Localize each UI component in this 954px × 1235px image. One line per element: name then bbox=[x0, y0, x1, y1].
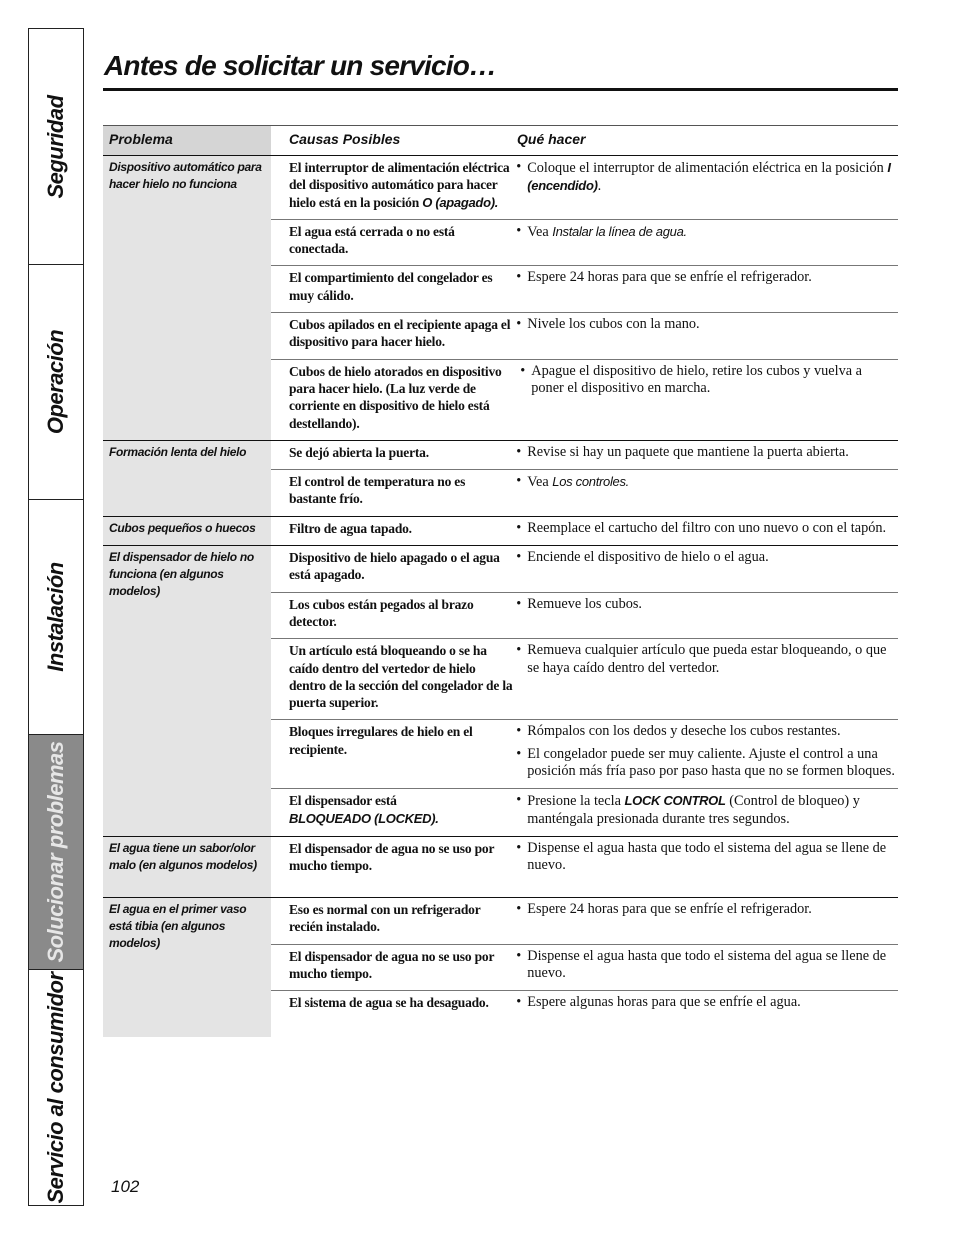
page-number: 102 bbox=[111, 1177, 140, 1196]
fix-text: Nivele los cubos con la mano. bbox=[527, 316, 700, 333]
bullet-icon: • bbox=[516, 519, 522, 536]
fix-emphasis: Instalar la línea de agua. bbox=[552, 223, 687, 239]
fix-cell bbox=[518, 360, 898, 440]
fix-text: Dispense el agua hasta que todo el sistema del agua se llene de nuevo. bbox=[527, 947, 887, 981]
problem-label: El agua en el primer vaso está tibia (en algunos modelos) bbox=[103, 898, 271, 1037]
cause-cell bbox=[271, 156, 514, 219]
tab-label: Seguridad bbox=[43, 94, 68, 199]
header-problem: Problema bbox=[109, 131, 173, 147]
table-row bbox=[271, 898, 898, 945]
bullet-icon: • bbox=[516, 839, 522, 856]
fix-cell bbox=[514, 720, 898, 788]
fix-text: Espere algunas horas para que se enfríe el agua. bbox=[527, 994, 801, 1011]
fix-text: Reemplace el cartucho del filtro con uno nuevo o con el tapón. bbox=[527, 519, 887, 536]
fix-cell bbox=[514, 639, 898, 719]
cause-emphasis: O (apagado). bbox=[422, 194, 499, 210]
bullet-icon: • bbox=[516, 316, 522, 333]
problem-group bbox=[103, 441, 898, 517]
tab-label: Operación bbox=[43, 329, 68, 435]
fix-text: Remueve los cubos. bbox=[527, 595, 643, 612]
fix-text: Vea bbox=[527, 223, 549, 240]
table-row bbox=[271, 945, 898, 992]
cause-emphasis: BLOQUEADO (LOCKED). bbox=[289, 810, 439, 826]
fix-text: Espere 24 horas para que se enfríe el refrigerador. bbox=[527, 900, 812, 917]
cause-cell: El agua está cerrada o no está conectada. bbox=[289, 223, 455, 257]
table-row bbox=[271, 156, 898, 220]
troubleshooting-table bbox=[103, 125, 898, 1037]
table-row bbox=[271, 441, 898, 470]
fix-cell bbox=[514, 220, 898, 266]
table-row bbox=[271, 720, 898, 789]
tab-seguridad[interactable] bbox=[29, 29, 83, 265]
fix-emphasis: LOCK CONTROL bbox=[624, 793, 726, 809]
cause-cell: El sistema de agua se ha desaguado. bbox=[289, 995, 489, 1011]
problem-label: Cubos pequeños o huecos bbox=[103, 517, 271, 545]
bullet-icon: • bbox=[516, 222, 522, 239]
fix-text: Coloque el interruptor de alimentación eléctrica en la posición bbox=[527, 160, 884, 176]
problem-label: El agua tiene un sabor/olor malo (en algunos modelos) bbox=[103, 837, 271, 897]
tab-label: Solucionar problemas bbox=[43, 741, 68, 963]
fix-text: Remueva cualquier artículo que pueda estar bloqueando, o que se haya caído dentro del vertedor. bbox=[527, 642, 887, 676]
fix-text: El congelador puede ser muy caliente. Ajuste el control a una posición más fría paso por paso hasta que no se formen bloques. bbox=[527, 745, 895, 780]
fix-cell bbox=[514, 991, 898, 1037]
cause-cell: El dispensador de agua no se uso por mucho tiempo. bbox=[289, 840, 494, 874]
table-row bbox=[271, 837, 898, 897]
tab-label: Instalación bbox=[43, 562, 68, 672]
fix-cell bbox=[514, 517, 898, 545]
cause-cell: Un artículo está bloqueando o se ha caído dentro del vertedor de hielo dentro de la sección del congelador de la puerta superior. bbox=[289, 643, 513, 711]
cause-cell: Dispositivo de hielo apagado o el agua está apagado. bbox=[289, 550, 500, 583]
table-row bbox=[271, 266, 898, 313]
tab-label: Servicio al consumidor bbox=[43, 971, 68, 1204]
fix-cell bbox=[514, 789, 898, 836]
bullet-icon: • bbox=[516, 900, 522, 917]
fix-cell bbox=[514, 945, 898, 991]
bullet-icon: • bbox=[516, 642, 522, 659]
header-causes: Causas Posibles bbox=[289, 131, 401, 147]
fix-emphasis: I (encendido) bbox=[527, 160, 891, 194]
cause-cell bbox=[271, 789, 514, 836]
cause-text: El interruptor de alimentación eléctrica del dispositivo automático para hacer hielo está en la posición bbox=[289, 160, 510, 210]
fix-cell bbox=[514, 546, 898, 592]
table-row bbox=[271, 789, 898, 836]
fix-cell bbox=[514, 441, 898, 469]
problem-group bbox=[103, 156, 898, 441]
cause-cell: Se dejó abierta la puerta. bbox=[289, 444, 429, 460]
fix-text-end: . bbox=[597, 178, 602, 195]
bullet-icon: • bbox=[516, 745, 522, 762]
cause-cell: Cubos apilados en el recipiente apaga el dispositivo para hacer hielo. bbox=[289, 317, 511, 350]
tab-solucionar-problemas[interactable] bbox=[29, 735, 83, 970]
problem-label: Formación lenta del hielo bbox=[103, 441, 271, 516]
header-problem-cell bbox=[103, 126, 271, 155]
problem-group bbox=[103, 898, 898, 1037]
cause-cell: Bloques irregulares de hielo en el recipiente. bbox=[289, 724, 473, 757]
bullet-icon: • bbox=[516, 269, 522, 286]
tab-operacion[interactable] bbox=[29, 265, 83, 500]
fix-cell bbox=[514, 266, 898, 312]
problem-label: El dispensador de hielo no funciona (en algunos modelos) bbox=[103, 546, 271, 836]
side-tabs bbox=[28, 28, 84, 1206]
fix-text-end: (Control de bloqueo) y manténgala presionada durante tres segundos. bbox=[527, 793, 860, 827]
bullet-icon: • bbox=[516, 792, 522, 809]
fix-text: Dispense el agua hasta que todo el sistema del agua se llene de nuevo. bbox=[527, 839, 887, 874]
fix-text: Vea bbox=[527, 474, 549, 491]
cause-cell: Cubos de hielo atorados en dispositivo para hacer hielo. (La luz verde de corriente en dispositivo de hielo está destellando). bbox=[289, 363, 502, 431]
title-rule bbox=[103, 88, 898, 91]
table-row bbox=[271, 360, 898, 440]
cause-cell: Eso es normal con un refrigerador recién instalado. bbox=[289, 901, 481, 935]
fix-text: Apague el dispositivo de hielo, retire los cubos y vuelva a poner el dispositivo en marcha. bbox=[531, 362, 862, 396]
cause-cell: El control de temperatura no es bastante frío. bbox=[289, 474, 466, 507]
cause-cell: El compartimiento del congelador es muy cálido. bbox=[289, 270, 493, 303]
fix-emphasis: Los controles. bbox=[552, 474, 629, 490]
cause-cell: Filtro de agua tapado. bbox=[289, 520, 412, 536]
cause-cell: El dispensador de agua no se uso por mucho tiempo. bbox=[289, 948, 494, 981]
fix-cell bbox=[514, 470, 898, 516]
problem-group bbox=[103, 517, 898, 546]
fix-cell bbox=[514, 156, 898, 219]
bullet-icon: • bbox=[520, 362, 526, 379]
bullet-icon: • bbox=[516, 549, 522, 566]
table-row bbox=[271, 593, 898, 640]
table-row bbox=[271, 991, 898, 1037]
table-row bbox=[271, 313, 898, 360]
fix-text: Enciende el dispositivo de hielo o el agua. bbox=[527, 549, 769, 566]
cause-cell: Los cubos están pegados al brazo detector. bbox=[289, 596, 474, 629]
bullet-icon: • bbox=[516, 159, 522, 175]
table-row bbox=[271, 517, 898, 545]
problem-group bbox=[103, 837, 898, 898]
fix-cell bbox=[514, 898, 898, 944]
bullet-icon: • bbox=[516, 994, 522, 1011]
fix-text: Revise si hay un paquete que mantiene la puerta abierta. bbox=[527, 443, 849, 460]
fix-cell bbox=[514, 313, 898, 359]
problem-group bbox=[103, 546, 898, 837]
page-title: Antes de solicitar un servicio… bbox=[104, 50, 497, 81]
bullet-icon: • bbox=[516, 595, 522, 612]
problem-label: Dispositivo automático para hacer hielo no funciona bbox=[103, 156, 271, 440]
tab-servicio-al-consumidor[interactable] bbox=[29, 970, 83, 1205]
table-header bbox=[103, 125, 898, 156]
fix-text: Espere 24 horas para que se enfríe el refrigerador. bbox=[527, 269, 812, 286]
bullet-icon: • bbox=[516, 443, 522, 460]
fix-text: Presione la tecla bbox=[527, 793, 621, 810]
bullet-icon: • bbox=[516, 947, 522, 964]
bullet-icon: • bbox=[516, 723, 522, 740]
fix-text: Rómpalos con los dedos y deseche los cubos restantes. bbox=[527, 723, 841, 740]
header-fix: Qué hacer bbox=[517, 131, 586, 147]
table-row bbox=[271, 639, 898, 720]
bullet-icon: • bbox=[516, 473, 522, 490]
fix-cell bbox=[514, 593, 898, 639]
table-row bbox=[271, 470, 898, 516]
cause-text: El dispensador está bbox=[289, 793, 397, 809]
tab-instalacion[interactable] bbox=[29, 500, 83, 735]
table-row bbox=[271, 546, 898, 593]
table-row bbox=[271, 220, 898, 267]
fix-cell bbox=[514, 837, 898, 897]
